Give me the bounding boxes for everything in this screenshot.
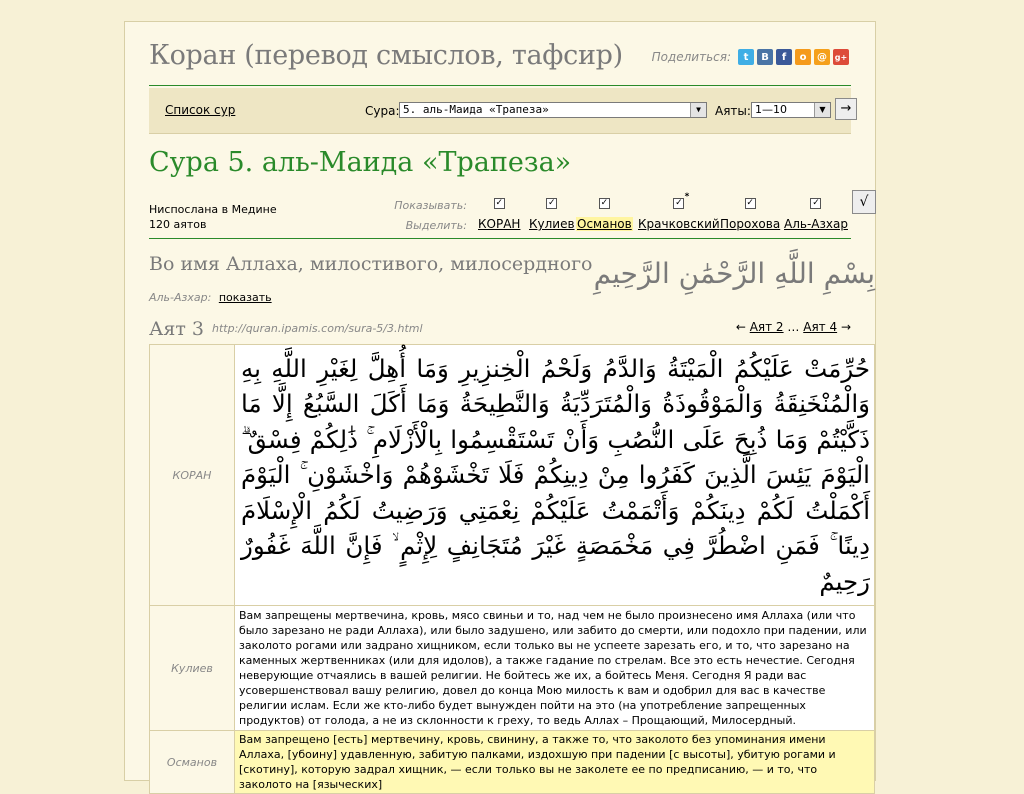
arabic-text: حُرِّمَتْ عَلَيْكُمُ الْمَيْتَةُ وَالدَّمُ وَلَحْمُ الْخِنزِيرِ وَمَا أُهِلَّ لِغَيْرِ اللَّهِ بِهِ وَالْمُنْخَنِقَةُ وَالْمَوْقُوذَةُ وَالْمُتَرَدِّيَةُ وَالنَّطِيحَةُ وَمَا أَكَلَ السَّبُعُ إِلَّا مَا ذَكَّيْتُمْ وَمَا ذُبِحَ عَلَى النُّصُبِ وَأَنْ تَسْتَقْسِمُوا بِالْأَزْلَامِ ۚ ذَٰلِكُمْ فِسْقٌ ۗ الْيَوْمَ يَئِسَ الَّذِينَ كَفَرُوا مِنْ دِينِكُمْ فَلَا تَخْشَوْهُمْ وَاخْشَوْنِ ۚ الْيَوْمَ أَكْمَلْتُ لَكُمْ دِينَكُمْ وَأَتْمَمْتُ عَلَيْكُمْ نِعْمَتِي وَرَضِيتُ لَكُمُ الْإِسْلَامَ دِينًا ۚ فَمَنِ اضْطُرَّ فِي مَخْمَصَةٍ غَيْرَ مُتَجَانِفٍ لِإِثْمٍ ۙ فَإِنَّ اللَّهَ غَفُورٌ رَحِيمٌ	[235, 345, 875, 606]
show-checkbox[interactable]: ✓	[746, 198, 754, 208]
ayat-label: Аяты:	[715, 104, 751, 118]
show-label: Показывать:	[394, 199, 467, 212]
al-azhar-label: Аль-Азхар:	[149, 291, 212, 304]
highlight-link[interactable]: КОРАН	[478, 217, 521, 231]
ayat-range-select[interactable]	[751, 102, 831, 118]
translation-text: Вам запрещено [есть] мертвечину, кровь, свинину, а также то, что заколото без упоминания имени Аллаха, [убоину] удавленную, забитую палками, издохшую при падении [с высоты], убитую рогами и [скотину], которую задрал хищник, — если только вы не заколете ее по предписанию, — и то, что заколото на [языческих]	[235, 731, 875, 794]
highlight-link[interactable]: Крачковский	[638, 217, 720, 231]
show-checkbox[interactable]: ✓	[495, 198, 503, 208]
check-mark: ✓	[675, 198, 683, 208]
facebook-icon[interactable]: f	[776, 49, 792, 65]
sura-info	[149, 202, 277, 232]
highlight-link[interactable]: Османов	[577, 217, 632, 231]
chevron-down-icon[interactable]: ▼	[814, 103, 830, 117]
ellipsis: …	[787, 320, 800, 334]
show-checkbox[interactable]: ✓	[812, 198, 820, 208]
option-koran	[477, 198, 521, 231]
apply-options-button[interactable]: √	[852, 190, 876, 214]
bismillah-arabic: بِسْمِ اللَّهِ الرَّحْمَٰنِ الرَّحِيمِ	[593, 257, 875, 290]
option-al-azhar	[783, 198, 849, 231]
note-star: *	[684, 192, 690, 202]
site-title: Коран (перевод смыслов, тафсир)	[149, 40, 623, 71]
sura-label: Сура:	[365, 104, 400, 118]
mailru-icon[interactable]: @	[814, 49, 830, 65]
source-label: Кулиев	[150, 606, 235, 731]
vkontakte-icon[interactable]: В	[757, 49, 773, 65]
translation-text: Вам запрещены мертвечина, кровь, мясо свиньи и то, над чем не было произнесено имя Аллаха (или что было зарезано не ради Аллаха), или было задушено, или забито до смерти, или подохло при падении, или заколото рогами или задрано хищником, если только вы не успеете зарезать его, и то, что зарезано на каменных жертвенниках (или для идолов), а также гадание по стрелам. Все это есть нечестие. Сегодня неверующие отчаялись в вашей религии. Не бойтесь же их, а бойтесь Меня. Сегодня Я ради вас усовершенствовал вашу религию, довел до конца Мою милость к вам и одобрил для вас в качестве религии ислам. Если же кто-либо будет вынужден пойти на это (на употребление запрещенных продуктов) от голода, а не из склонности к греху, то ведь Аллах – Прощающий, Милосердный.	[235, 606, 875, 731]
sura-title: Сура 5. аль-Маида «Трапеза»	[149, 147, 572, 178]
option-osmanov	[576, 198, 633, 231]
go-button[interactable]: →	[835, 98, 857, 120]
highlight-label: Выделить:	[405, 219, 467, 232]
next-ayat-link[interactable]: Аят 4	[803, 320, 838, 334]
sura-list-link[interactable]: Список сур	[165, 103, 236, 117]
al-azhar-show-link[interactable]: показать	[218, 291, 272, 304]
option-krachkovsky	[637, 192, 721, 231]
revelation-place: Ниспослана в Медине	[149, 203, 277, 216]
show-checkbox[interactable]	[673, 192, 690, 209]
previous-ayat-link[interactable]: Аят 2	[749, 320, 784, 334]
ayat-title: Аят 3	[149, 318, 205, 340]
odnoklassniki-icon[interactable]: о	[795, 49, 811, 65]
ayat-count: 120 аятов	[149, 218, 207, 231]
sura-select-value: 5. аль-Маида «Трапеза»	[403, 103, 549, 116]
table-row	[150, 731, 875, 794]
twitter-icon[interactable]: t	[738, 49, 754, 65]
ayat-translations-table	[149, 344, 875, 794]
option-porokhova	[719, 198, 781, 231]
show-checkbox[interactable]: ✓	[547, 198, 556, 208]
option-kuliev	[528, 198, 576, 231]
ayat-select-value: 1—10	[755, 103, 787, 116]
source-label: КОРАН	[150, 345, 235, 606]
share-bar	[652, 49, 849, 65]
sura-select[interactable]	[399, 102, 707, 118]
show-checkbox[interactable]: ✓	[600, 198, 609, 208]
page-container	[124, 21, 876, 791]
source-label: Османов	[150, 731, 235, 794]
arrow-right-icon: →	[840, 320, 851, 334]
navigation-bar	[149, 88, 851, 134]
options-divider	[149, 238, 851, 239]
googleplus-icon[interactable]: g+	[833, 49, 849, 65]
share-label: Поделиться:	[651, 50, 731, 64]
table-row	[150, 345, 875, 606]
arrow-left-icon: ←	[735, 320, 746, 334]
table-row	[150, 606, 875, 731]
chevron-down-icon[interactable]: ▼	[690, 103, 706, 117]
highlight-link[interactable]: Аль-Азхар	[784, 217, 848, 231]
bismillah-russian: Во имя Аллаха, милостивого, милосердного	[149, 253, 593, 275]
al-azhar-toggle	[149, 291, 272, 304]
options-labels	[375, 196, 467, 236]
header-divider	[149, 85, 851, 86]
ayat-url[interactable]: http://quran.ipamis.com/sura-5/3.html	[212, 322, 423, 335]
ayat-navigation	[736, 320, 851, 334]
highlight-link[interactable]: Кулиев	[529, 217, 575, 231]
highlight-link[interactable]: Порохова	[720, 217, 781, 231]
